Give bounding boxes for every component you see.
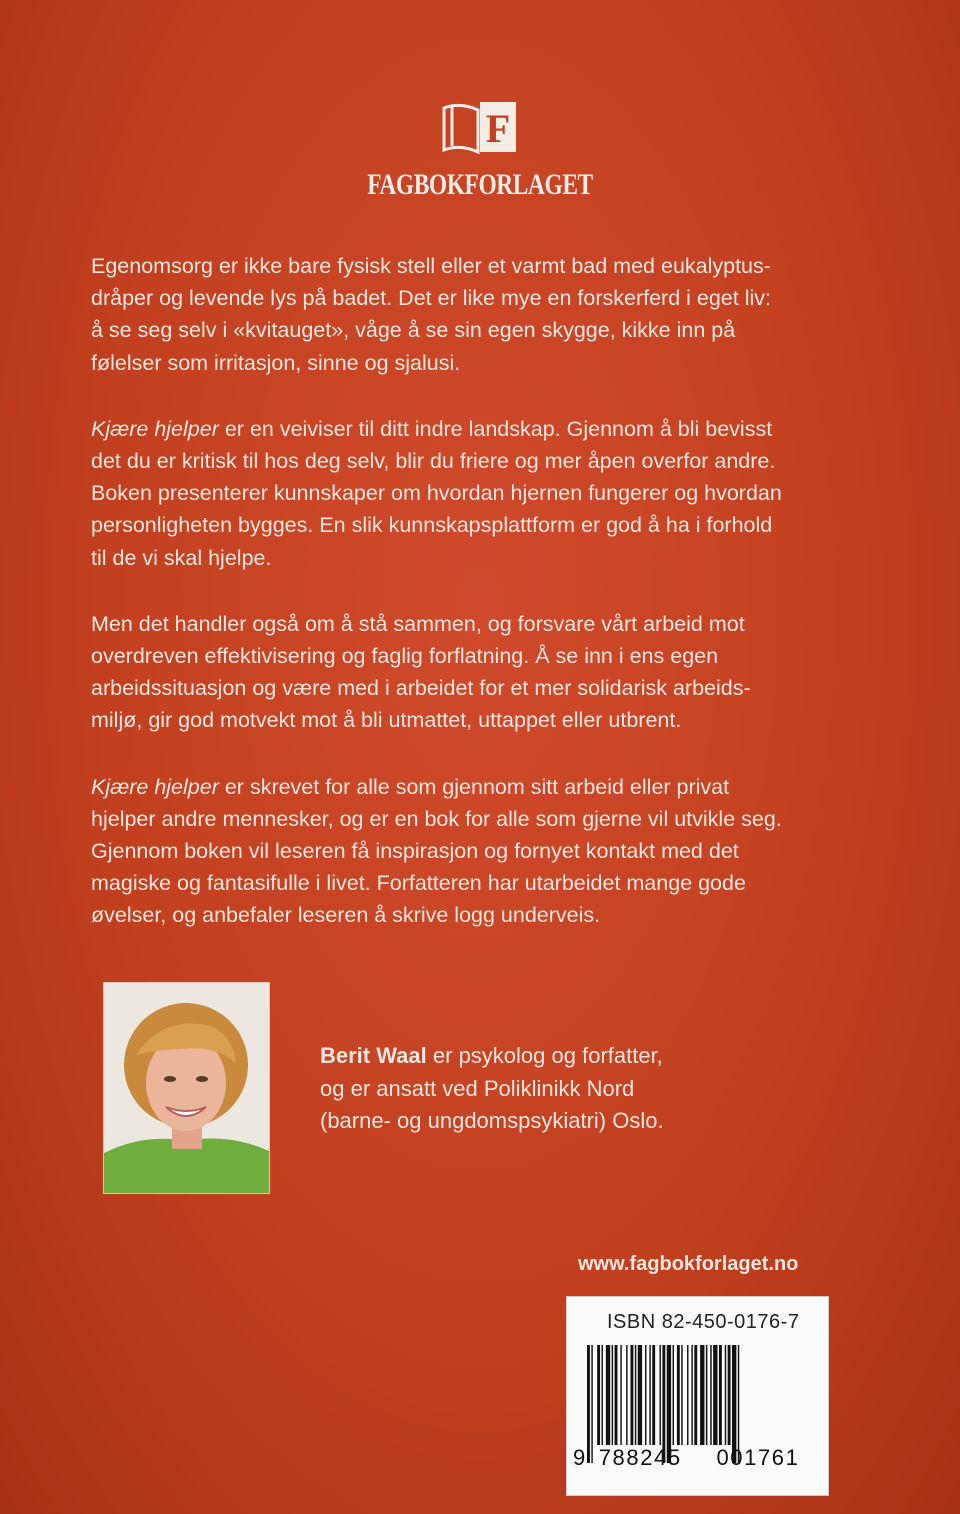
- barcode-bar: [719, 1345, 722, 1445]
- barcode-bar: [597, 1345, 600, 1445]
- publisher-name: FAGBOKFORLAGET: [367, 168, 593, 201]
- barcode-bar: [710, 1345, 711, 1445]
- text-line: til de vi skal hjelpe.: [91, 545, 272, 570]
- text-line: å se seg selv i «kvitauget», våge å se sin egen skygge, kikke inn på: [91, 318, 736, 343]
- ean-left-group: 788245: [598, 1445, 682, 1470]
- isbn-barcode: [566, 1296, 829, 1496]
- barcode-bar: [660, 1345, 661, 1445]
- text-line: følelser som irritasjon, sinne og sjalusi.: [91, 350, 461, 375]
- blurb: [91, 250, 851, 966]
- barcode-bar: [681, 1345, 682, 1445]
- text-line: hjelper andre mennesker, og er en bok for alle som gjerne vil utvikle seg.: [91, 806, 782, 831]
- text-line: overdreven effektivisering og faglig forflatning. Å se inn i ens egen: [91, 644, 719, 669]
- barcode-bar: [635, 1345, 636, 1445]
- paragraph-2: [91, 413, 851, 574]
- barcode-bar: [713, 1345, 717, 1445]
- paragraph-3: [91, 608, 851, 737]
- text-line: arbeidssituasjon og være med i arbeidet for et mer solidarisk arbeids-: [91, 676, 751, 701]
- barcode-bar: [612, 1345, 613, 1445]
- barcode-bar: [602, 1345, 603, 1445]
- paragraph-4: [91, 771, 851, 932]
- text-line: dråper og levende lys på badet. Det er like mye en forskerferd i eget liv:: [91, 286, 771, 311]
- barcode-bar: [691, 1345, 692, 1445]
- barcode-bar: [606, 1345, 610, 1445]
- barcode-bar: [626, 1345, 627, 1445]
- barcode-bar: [673, 1345, 674, 1445]
- text-line: øvelser, og anbefaler leseren å skrive logg underveis.: [91, 903, 601, 928]
- bio-line: [320, 1040, 820, 1073]
- paragraph-1: [91, 250, 851, 379]
- barcode-bar: [687, 1345, 688, 1445]
- barcode-bar: [645, 1345, 646, 1445]
- ean-number: [573, 1445, 823, 1471]
- barcode-bar: [694, 1345, 697, 1445]
- publisher-logo: [0, 98, 960, 202]
- barcode-bar: [631, 1345, 634, 1445]
- text-line: Egenomsorg er ikke bare fysisk stell eller et varmt bad med eukalyptus-: [91, 254, 771, 278]
- book-logo-icon: [440, 98, 520, 160]
- barcode-bar: [728, 1345, 731, 1445]
- barcode-bar: [649, 1345, 650, 1445]
- author-portrait-icon: [104, 983, 269, 1193]
- barcode-bar: [615, 1345, 618, 1445]
- text-line-rest: er en veiviser til ditt indre landskap. Gjennom å bli bevisst: [218, 416, 773, 441]
- author-bio: [320, 1040, 820, 1138]
- text-line: Gjennom boken vil leseren få inspirasjon og fornyet kontakt med det: [91, 839, 739, 864]
- text-line: magiske og fantasifulle i livet. Forfatteren har utarbeidet mange gode: [91, 871, 746, 896]
- bio-line: og er ansatt ved Poliklinikk Nord: [320, 1075, 635, 1101]
- ean-right-group: 001761: [716, 1445, 800, 1470]
- barcode-bar: [706, 1345, 707, 1445]
- logo-letter: F: [485, 106, 511, 151]
- bio-line-rest: er psykolog og forfatter,: [426, 1043, 663, 1068]
- text-line: personligheten bygges. En slik kunnskapsplattform er god å ha i forhold: [91, 513, 773, 538]
- author-name: Berit Waal: [320, 1043, 427, 1068]
- bio-line: (barne- og ungdomspsykiatri) Oslo.: [320, 1108, 664, 1133]
- barcode-bar: [700, 1345, 704, 1445]
- barcode-bar: [620, 1345, 621, 1445]
- isbn-label: ISBN 82-450-0176-7: [607, 1311, 800, 1333]
- text-line: [91, 771, 851, 803]
- barcode-bar: [677, 1345, 680, 1445]
- text-line: det du er kritisk til hos deg selv, blir du friere og mer åpen overfor andre.: [91, 449, 776, 474]
- barcode-bar: [652, 1345, 655, 1445]
- book-title-italic: Kjære hjelper: [91, 774, 219, 799]
- book-title-italic: Kjære hjelper: [91, 416, 219, 441]
- ean-first-digit: 9: [573, 1445, 587, 1470]
- author-photo: [103, 982, 270, 1194]
- text-line: Men det handler også om å stå sammen, og forsvare vårt arbeid mot: [91, 611, 745, 636]
- text-line-rest: er skrevet for alle som gjennom sitt arbeid eller privat: [218, 774, 730, 799]
- text-line: Boken presenterer kunnskaper om hvordan hjernen fungerer og hvordan: [91, 481, 782, 506]
- barcode-bar: [638, 1345, 642, 1445]
- text-line: [91, 413, 851, 445]
- text-line: miljø, gir god motvekt mot å bli utmattet, uttappet eller utbrent.: [91, 708, 682, 733]
- website-link[interactable]: www.fagbokforlaget.no: [578, 1253, 799, 1275]
- barcode-bar: [725, 1345, 726, 1445]
